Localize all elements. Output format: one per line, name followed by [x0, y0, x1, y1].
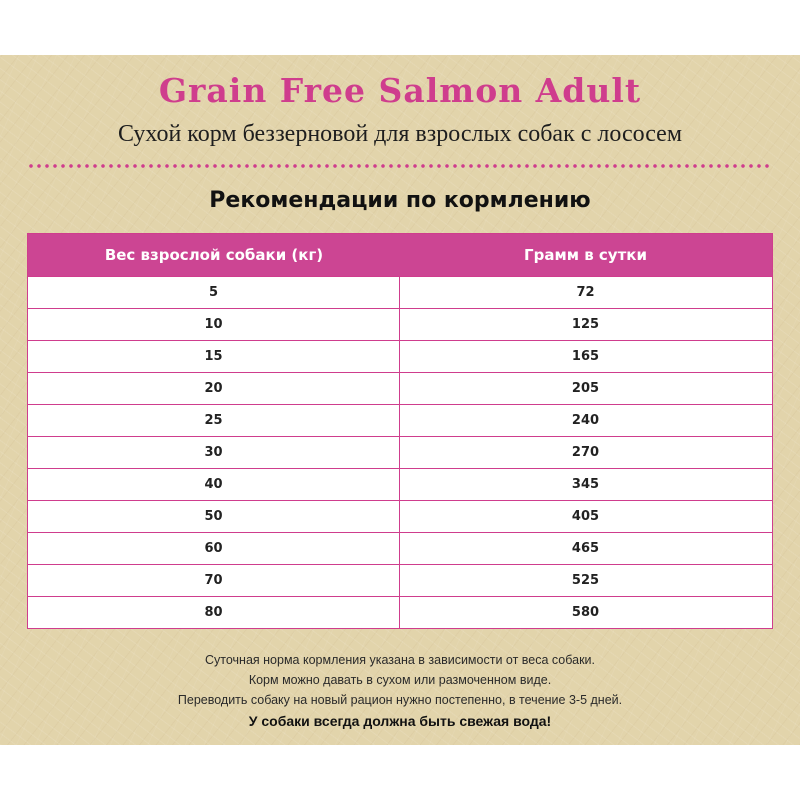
- weight-cell: 70: [28, 565, 400, 596]
- note-line: Суточная норма кормления указана в зависимости от веса собаки.: [205, 653, 595, 667]
- weight-cell: 80: [28, 597, 400, 628]
- dotted-divider: [27, 164, 773, 168]
- product-subtitle: Сухой корм беззерновой для взрослых собак с лососем: [117, 121, 683, 147]
- water-reminder: У собаки всегда должна быть свежая вода!: [248, 713, 552, 729]
- product-title: Grain Free Salmon Adult: [158, 71, 642, 110]
- grams-cell: 465: [571, 541, 600, 556]
- feeding-card: [0, 55, 800, 745]
- grams-cell: 270: [571, 445, 600, 460]
- weight-cell: 40: [28, 469, 400, 500]
- column-header-weight: Вес взрослой собаки (кг): [104, 246, 324, 264]
- note-line: Корм можно давать в сухом или размоченном виде.: [248, 673, 552, 687]
- table-row: [28, 340, 772, 372]
- grams-cell: 72: [576, 285, 595, 300]
- table-row: [28, 468, 772, 500]
- table-row: [28, 276, 772, 308]
- grams-cell: 405: [571, 509, 600, 524]
- weight-cell: 20: [28, 373, 400, 404]
- table-row: [28, 308, 772, 340]
- table-header: [28, 234, 772, 276]
- weight-cell: 60: [28, 533, 400, 564]
- section-title: Рекомендации по кормлению: [209, 188, 591, 213]
- weight-cell: 15: [28, 341, 400, 372]
- weight-cell: 5: [28, 277, 400, 308]
- table-row: [28, 564, 772, 596]
- grams-cell: 525: [571, 573, 600, 588]
- grams-cell: 205: [571, 381, 600, 396]
- table-row: [28, 404, 772, 436]
- weight-cell: 10: [28, 309, 400, 340]
- column-header-grams: Грамм в сутки: [524, 246, 647, 264]
- table-row: [28, 500, 772, 532]
- table-row: [28, 372, 772, 404]
- grams-cell: 165: [571, 349, 600, 364]
- grams-cell: 580: [571, 605, 600, 620]
- weight-cell: 30: [28, 437, 400, 468]
- table-row: [28, 436, 772, 468]
- grams-cell: 125: [571, 317, 600, 332]
- feeding-table: [27, 233, 773, 629]
- table-row: [28, 596, 772, 628]
- note-line: Переводить собаку на новый рацион нужно постепенно, в течение 3-5 дней.: [177, 693, 623, 707]
- grams-cell: 345: [571, 477, 600, 492]
- grams-cell: 240: [571, 413, 600, 428]
- weight-cell: 50: [28, 501, 400, 532]
- table-row: [28, 532, 772, 564]
- feeding-notes: [0, 650, 800, 732]
- weight-cell: 25: [28, 405, 400, 436]
